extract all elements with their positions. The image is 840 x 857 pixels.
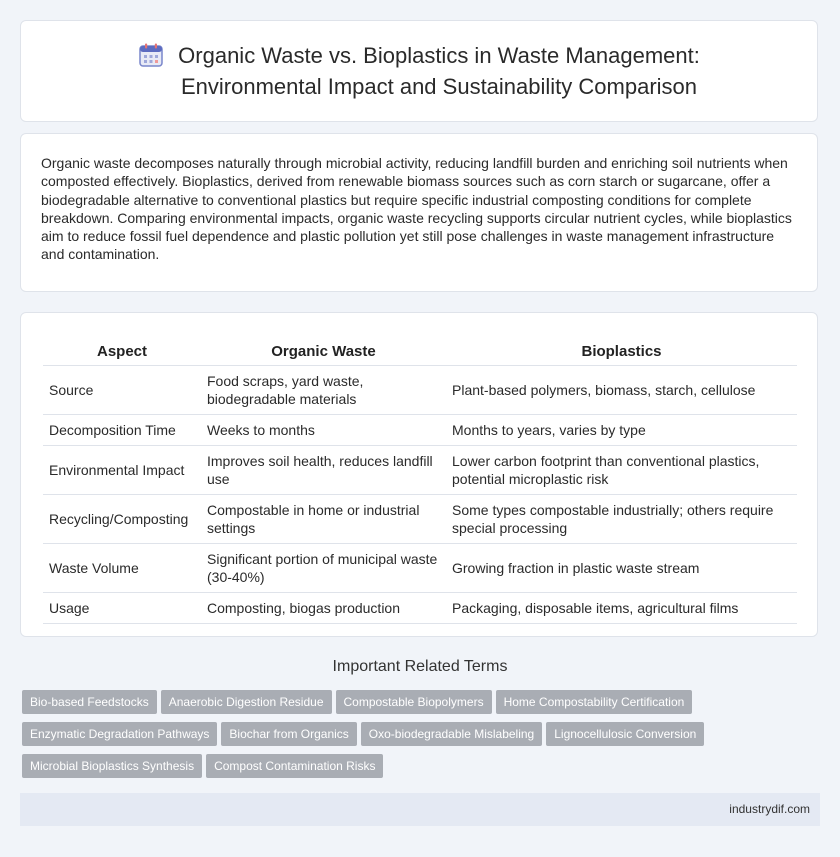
table-row [43, 366, 797, 415]
comparison-card [20, 312, 818, 637]
calendar-icon [138, 42, 164, 68]
cell-bioplastic: Packaging, disposable items, agricultural films [446, 593, 797, 624]
cell-organic: Compostable in home or industrial settings [201, 495, 446, 544]
cell-organic: Food scraps, yard waste, biodegradable materials [201, 366, 446, 415]
related-terms-section [0, 658, 840, 676]
tag-oxo-biodegradable-mislabeling[interactable]: Oxo-biodegradable Mislabeling [361, 722, 542, 746]
header-bioplastics: Bioplastics [446, 333, 797, 366]
table-row [43, 415, 797, 446]
cell-organic: Weeks to months [201, 415, 446, 446]
table-row [43, 544, 797, 593]
intro-paragraph: Organic waste decomposes naturally through microbial activity, reducing landfill burden and enriching soil nutrients when composted effectively. Bioplastics, derived from renewable biomass sources such as corn starch or sugarcane, offer a biodegradable alternative to conventional plastics but require specific industrial composting conditions for complete breakdown. Comparing environmental impacts, organic waste recycling supports circular nutrient cycles, while bioplastics aim to reduce fossil fuel dependence and plastic pollution yet still pose challenges in waste management infrastructure and contamination. [41, 155, 792, 263]
cell-bioplastic: Months to years, varies by type [446, 415, 797, 446]
cell-organic: Composting, biogas production [201, 593, 446, 624]
intro-card [20, 133, 818, 292]
tag-biochar-from-organics[interactable]: Biochar from Organics [221, 722, 356, 746]
tag-lignocellulosic-conversion[interactable]: Lignocellulosic Conversion [546, 722, 704, 746]
cell-aspect: Usage [43, 593, 201, 624]
table-row [43, 593, 797, 624]
title-line-1: Organic Waste vs. Bioplastics in Waste Management: [178, 43, 700, 68]
related-tags [22, 690, 822, 786]
tag-compostable-biopolymers[interactable]: Compostable Biopolymers [336, 690, 492, 714]
cell-aspect: Environmental Impact [43, 446, 201, 495]
footer [20, 793, 820, 826]
cell-aspect: Source [43, 366, 201, 415]
footer-source[interactable]: industrydif.com [729, 802, 810, 816]
tag-anaerobic-digestion-residue[interactable]: Anaerobic Digestion Residue [161, 690, 332, 714]
tag-enzymatic-degradation-pathways[interactable]: Enzymatic Degradation Pathways [22, 722, 217, 746]
tag-bio-based-feedstocks[interactable]: Bio-based Feedstocks [22, 690, 157, 714]
cell-bioplastic: Plant-based polymers, biomass, starch, cellulose [446, 366, 797, 415]
related-terms-heading: Important Related Terms [332, 658, 508, 675]
cell-aspect: Decomposition Time [43, 415, 201, 446]
cell-aspect: Waste Volume [43, 544, 201, 593]
cell-bioplastic: Growing fraction in plastic waste stream [446, 544, 797, 593]
header-aspect: Aspect [43, 333, 201, 366]
tag-compost-contamination-risks[interactable]: Compost Contamination Risks [206, 754, 383, 778]
cell-bioplastic: Lower carbon footprint than conventional plastics, potential microplastic risk [446, 446, 797, 495]
cell-organic: Significant portion of municipal waste (30-40%) [201, 544, 446, 593]
tag-home-compostability-certification[interactable]: Home Compostability Certification [496, 690, 693, 714]
header-organic-waste: Organic Waste [201, 333, 446, 366]
title-wrap [138, 40, 700, 102]
cell-aspect: Recycling/Composting [43, 495, 201, 544]
tag-microbial-bioplastics-synthesis[interactable]: Microbial Bioplastics Synthesis [22, 754, 202, 778]
table-header-row [43, 333, 797, 366]
cell-organic: Improves soil health, reduces landfill use [201, 446, 446, 495]
cell-bioplastic: Some types compostable industrially; others require special processing [446, 495, 797, 544]
title-line-2: Environmental Impact and Sustainability Comparison [180, 74, 698, 99]
title-card [20, 20, 818, 122]
comparison-table [43, 333, 797, 624]
table-row [43, 495, 797, 544]
table-row [43, 446, 797, 495]
page-title [178, 40, 700, 102]
